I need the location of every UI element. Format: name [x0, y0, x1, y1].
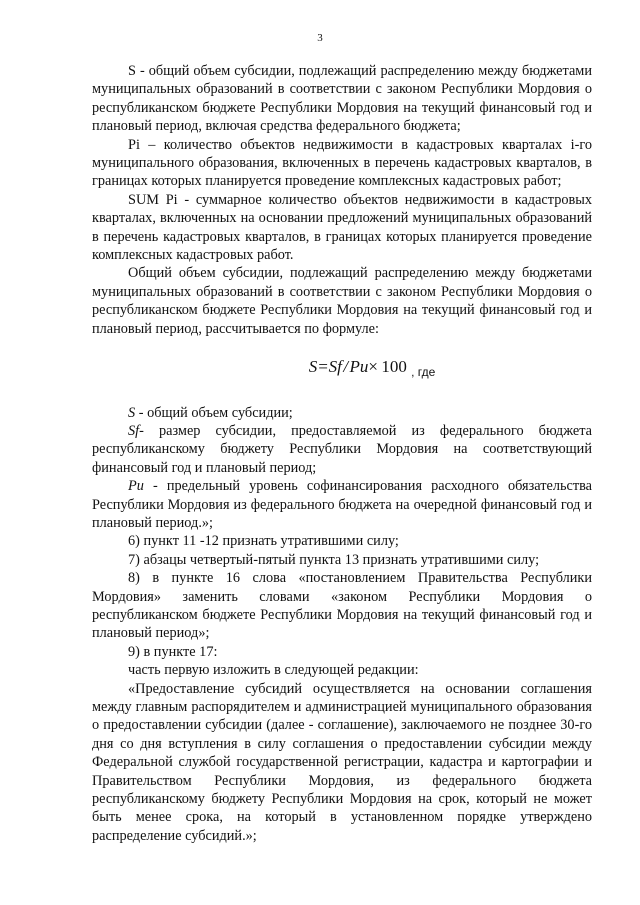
paragraph-s-definition: S - общий объем субсидии, подлежащий распределению между бюджетами муниципальных образований в соответствии с законом Республики Мордовия о республиканском бюджете Республики Мордовия на текущий финансовый год и плановый период, включая средства федерального бюджета;: [92, 63, 592, 135]
document-body: [92, 62, 592, 845]
paragraph-total-subsidy: Общий объем субсидии, подлежащий распределению между бюджетами муниципальных образований в соответствии с законом Республики Мордовия о республиканском бюджете Республики Мордовия на текущий финансовый год и плановый период, рассчитывается по формуле:: [92, 265, 592, 337]
formula-suffix: , где: [411, 365, 436, 380]
formula-hundred: 100: [381, 357, 407, 377]
formula-equals: =: [317, 357, 329, 377]
formula-lhs: S: [308, 357, 318, 377]
page-number: 3: [317, 32, 323, 44]
definition-text: - предельный уровень софинансирования расходного обязательства Республики Мордовия из федерального бюджета на очередной финансовый год и плановый период.»;: [92, 478, 592, 531]
definition-s: [92, 404, 592, 422]
formula-expression: [309, 357, 407, 376]
paragraph-pi-definition: Pi – количество объектов недвижимости в кадастровых кварталах i-го муниципального образования, включенных в перечень кадастровых кварталов, в границах которых планируется проведение комплексных кадастровых работ;: [92, 136, 592, 190]
formula-sf: Sf: [328, 357, 342, 377]
formula-pu: Pu: [349, 357, 369, 377]
formula-slash: /: [343, 357, 349, 377]
item-7: 7) абзацы четвертый-пятый пункта 13 признать утратившими силу;: [128, 551, 540, 568]
item-9-instruction: часть первую изложить в следующей редакции:: [128, 662, 419, 679]
definition-text: - общий объем субсидии;: [135, 404, 293, 421]
definition-term: S: [128, 404, 136, 421]
definition-term: Pu: [128, 478, 144, 495]
item-8: 8) в пункте 16 слова «постановлением Правительства Республики Мордовия» заменить словами «законом Республики Мордовия о республиканском бюджете Республики Мордовия на текущий финансовый год и плановый период»;: [92, 570, 592, 642]
item-9-new-text: «Предоставление субсидий осуществляется на основании соглашения между главным распорядителем и администрацией муниципального образования о предоставлении субсидии (далее - соглашение), заключаемого не позднее 30-го дня со дня вступления в силу соглашения о предоставлении субсидии между Федеральной службой государственной регистрации, кадастра и картографии и Правительством Республики Мордовия, из федерального бюджета республиканскому бюджету Республики Мордовия на срок, который не может быть менее срока, на который в установленном порядке утверждено распределение субсидий.»;: [92, 680, 592, 844]
definition-term: Sf: [128, 422, 140, 439]
item-9: 9) в пункте 17:: [128, 643, 218, 660]
formula: [152, 358, 592, 381]
item-6: 6) пункт 11 -12 признать утратившими силу;: [128, 533, 399, 550]
definition-sf: [92, 422, 592, 477]
definition-pu: [92, 477, 592, 532]
paragraph-sum-pi-definition: SUM Pi - суммарное количество объектов недвижимости в кадастровых кварталах, включенных на основании предложений муниципальных образований в перечень кадастровых кварталов, в границах которых планируется проведение комплексных кадастровых работ.: [92, 191, 592, 264]
definition-text: - размер субсидии, предоставляемой из федерального бюджета республиканскому бюджету Республики Мордовия на соответствующий финансовый год и плановый период;: [92, 422, 592, 476]
formula-times: ×: [368, 357, 378, 377]
